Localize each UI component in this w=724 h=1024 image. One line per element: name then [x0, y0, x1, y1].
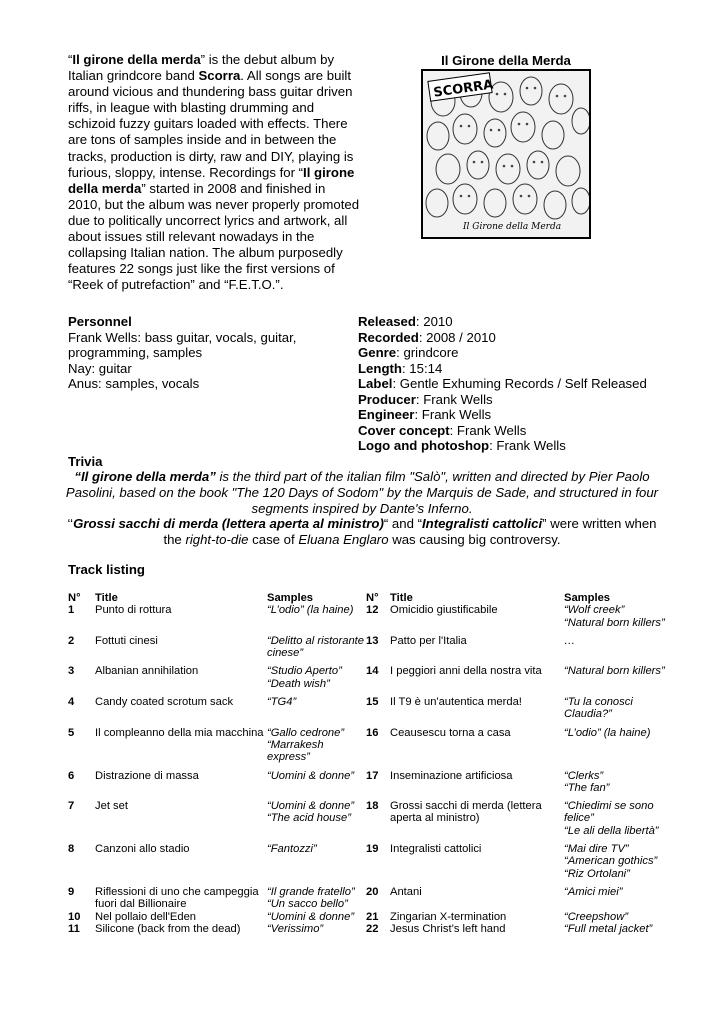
sample-item: “The fan” — [564, 781, 610, 794]
cover-artwork — [423, 71, 589, 237]
track-number: 14 — [366, 665, 379, 678]
sample-item: “Gallo cedrone” — [267, 726, 345, 739]
table-row — [68, 665, 668, 696]
band-name: Scorra — [198, 68, 241, 84]
track-title: Jet set — [95, 800, 128, 813]
sample-item: “L’odio” (la haine) — [267, 604, 354, 617]
track-title: Albanian annihilation — [95, 665, 199, 678]
tracklist-header-row — [68, 592, 668, 604]
sample-item: “Tu la conosci Claudia?” — [564, 696, 633, 721]
track-title: Punto di rottura — [95, 604, 172, 617]
table-row — [68, 604, 668, 635]
personnel-line: Anus: samples, vocals — [68, 376, 200, 391]
col-title: Title — [390, 592, 413, 604]
cover-logo: SCORRA — [432, 77, 495, 101]
detail-producer: Producer: Frank Wells — [358, 391, 493, 407]
album-cover-image — [421, 69, 591, 239]
track-number: 19 — [366, 843, 379, 856]
sample-item: “Fantozzi” — [267, 843, 317, 856]
table-row — [68, 727, 668, 770]
intro-text-1: ” is the debut album by Italian grindcore band — [68, 52, 335, 84]
intro-paragraph — [68, 52, 360, 293]
track-number: 11 — [68, 922, 80, 935]
track-samples — [564, 886, 668, 911]
table-row — [68, 911, 668, 923]
sample-item: “Marrakesh express” — [267, 738, 324, 764]
intro-text-2: . All songs are built around vicious and thundering bass guitar driven riffs, in league with blasting drumming and schizoid fuzzy guitars loaded with effects. There are tons of samples inside and in between the tracks, production is dirty, raw and DIY, playing is furious, sloppy, intense. Recordings for “ — [68, 68, 354, 180]
track-samples — [267, 665, 366, 696]
track-number: 9 — [68, 885, 75, 898]
sample-item: “Full metal jacket” — [564, 922, 653, 935]
track-number: 17 — [366, 769, 379, 782]
track-samples — [564, 911, 668, 923]
track-samples — [267, 886, 366, 911]
trivia-paragraph-2: ‘‘Grossi sacchi di merda (lettera aperta al ministro)“ and “Integralisti cattolici” were written when the right-to-die case of Eluana Englaro was causing big controversy. — [67, 516, 657, 547]
track-title: Grossi sacchi di merda (lettera aperta al ministro) — [390, 800, 542, 825]
track-number: 12 — [366, 604, 379, 617]
sample-item: “Le ali della libertà” — [564, 824, 659, 837]
sample-item: “Uomini & donne” — [267, 769, 355, 782]
track-title: Silicone (back from the dead) — [95, 922, 241, 935]
track-number: 13 — [366, 634, 379, 647]
sample-item: “Verissimo” — [267, 922, 324, 935]
track-title: Fottuti cinesi — [95, 634, 158, 647]
track-samples — [564, 923, 668, 941]
detail-label: Label: Gentle Exhuming Records / Self Released — [358, 376, 647, 391]
sample-item: “Delitto al ristorante cinese” — [267, 634, 364, 660]
cover-heading: Il Girone della Merda — [441, 53, 571, 68]
sample-item: “Wolf creek” — [564, 604, 625, 617]
track-samples — [564, 770, 668, 801]
track-samples — [564, 800, 668, 843]
track-samples — [564, 665, 668, 696]
track-number: 16 — [366, 726, 379, 739]
album-details — [358, 314, 678, 454]
sample-item: “Mai dire TV” — [564, 843, 629, 856]
detail-cover-concept: Cover concept: Frank Wells — [358, 422, 527, 438]
intro-text-3: ” started in 2008 and finished in 2010, but the album was never properly promoted due to politically uncorrect lyrics and artwork, all about issues still relevant nowadays in the collapsing Italian nation. The album purposedly features 22 songs just like the first versions of “Reek of putrefaction” and “F.E.T.O.”. — [68, 180, 360, 293]
track-samples — [564, 635, 668, 666]
track-number: 8 — [68, 843, 75, 856]
track-title: Integralisti cattolici — [390, 843, 482, 856]
sample-item: “Natural born killers” — [564, 665, 665, 678]
personnel-section — [68, 314, 338, 392]
track-number: 21 — [366, 910, 379, 923]
track-title: Omicidio giustificabile — [390, 604, 498, 617]
trivia-heading: Trivia — [68, 454, 103, 469]
track-number: 20 — [366, 885, 379, 898]
table-row — [68, 770, 668, 801]
track-number: 3 — [68, 665, 75, 678]
personnel-heading: Personnel — [68, 314, 132, 329]
track-title: Patto per l'Italia — [390, 634, 467, 647]
track-title: I peggiori anni della nostra vita — [390, 665, 542, 678]
table-row — [68, 843, 668, 886]
track-samples — [267, 727, 366, 770]
track-samples — [267, 843, 366, 886]
track-title: Canzoni allo stadio — [95, 843, 190, 856]
col-title: Title — [95, 592, 118, 604]
track-title: Inseminazione artificiosa — [390, 769, 513, 782]
detail-logo-photoshop: Logo and photoshop: Frank Wells — [358, 438, 566, 453]
track-title: Jesus Christ’s left hand — [390, 922, 506, 935]
sample-item: … — [564, 634, 576, 647]
table-row — [68, 635, 668, 666]
sample-item: “Il grande fratello” — [267, 885, 355, 898]
track-number: 7 — [68, 800, 75, 813]
sample-item: “Amici miei” — [564, 885, 623, 898]
track-number: 6 — [68, 769, 75, 782]
col-number: N° — [366, 592, 379, 604]
track-title: Distrazione di massa — [95, 769, 199, 782]
album-title-inline-2: Il girone della merda — [68, 164, 355, 196]
track-number: 15 — [366, 696, 379, 709]
track-samples — [564, 727, 668, 770]
detail-genre: Genre: grindcore — [358, 345, 459, 360]
sample-item: “Chiedimi se sono felice” — [564, 800, 654, 825]
track-number: 5 — [68, 726, 75, 739]
sample-item: “The acid house” — [267, 812, 351, 825]
personnel-line: Frank Wells: bass guitar, vocals, guitar, programming, samples — [68, 329, 297, 360]
track-number: 22 — [366, 922, 379, 935]
col-samples: Samples — [267, 592, 314, 604]
table-row — [68, 696, 668, 727]
track-number: 1 — [68, 604, 75, 617]
track-number: 10 — [68, 910, 81, 923]
sample-item: “Uomini & donne” — [267, 800, 355, 813]
sample-item: “TG4” — [267, 696, 297, 709]
col-samples: Samples — [564, 592, 611, 604]
table-row — [68, 886, 668, 911]
detail-engineer: Engineer: Frank Wells — [358, 407, 492, 422]
track-title: Zingarian X-termination — [390, 910, 507, 923]
col-number: N° — [68, 592, 81, 604]
track-samples — [564, 604, 668, 635]
track-title: Il T9 è un'autentica merda! — [390, 696, 522, 709]
sample-item: “Uomini & donne” — [267, 910, 355, 923]
sample-item: “Un sacco bello” — [267, 898, 348, 911]
track-samples — [564, 696, 668, 727]
track-samples — [267, 635, 366, 666]
track-title: Antani — [390, 885, 422, 898]
sample-item: “L’odio” (la haine) — [564, 726, 651, 739]
detail-released: Released: 2010 — [358, 314, 453, 329]
track-number: 18 — [366, 800, 379, 813]
track-number: 2 — [68, 634, 75, 647]
track-samples — [267, 770, 366, 801]
track-samples — [267, 800, 366, 843]
intro-quote: “ — [68, 52, 73, 67]
sample-item: “Clerks” — [564, 769, 604, 782]
track-title: Riflessioni di uno che campeggia fuori dal Billionaire — [95, 885, 259, 911]
track-number: 4 — [68, 696, 75, 709]
sample-item: “American gothics” — [564, 855, 658, 868]
sample-item: “Studio Aperto” — [267, 665, 342, 678]
track-samples — [267, 604, 366, 635]
track-title: Nel pollaio dell'Eden — [95, 910, 197, 923]
track-title: Candy coated scrotum sack — [95, 696, 234, 709]
sample-item: “Riz Ortolani” — [564, 867, 630, 880]
track-title: Il compleanno della mia macchina — [95, 726, 264, 739]
cover-caption: Il Girone della Merda — [463, 222, 562, 232]
tracklist-table — [68, 592, 668, 941]
sample-item: “Creepshow” — [564, 910, 629, 923]
table-row — [68, 800, 668, 843]
sample-item: “Natural born killers” — [564, 616, 665, 629]
track-samples — [564, 843, 668, 886]
track-samples — [267, 923, 366, 941]
tracklist-heading: Track listing — [68, 562, 145, 577]
trivia-paragraph-1: “Il girone della merda” is the third part of the italian film "Salò", written and directed by Pier Paolo Pasolini, based on the book "The 120 Days of Sodom" by the Marquis de Sade, and structured in four segments inspired by Dante's Inferno. — [65, 469, 659, 516]
track-samples — [267, 696, 366, 727]
detail-length: Length: 15:14 — [358, 360, 443, 376]
track-samples — [267, 911, 366, 923]
personnel-line: Nay: guitar — [68, 360, 132, 376]
table-row — [68, 923, 668, 941]
detail-recorded: Recorded: 2008 / 2010 — [358, 329, 496, 345]
album-title-inline: Il girone della merda — [72, 52, 201, 67]
sample-item: “Death wish” — [267, 677, 330, 690]
track-title: Ceausescu torna a casa — [390, 726, 511, 739]
